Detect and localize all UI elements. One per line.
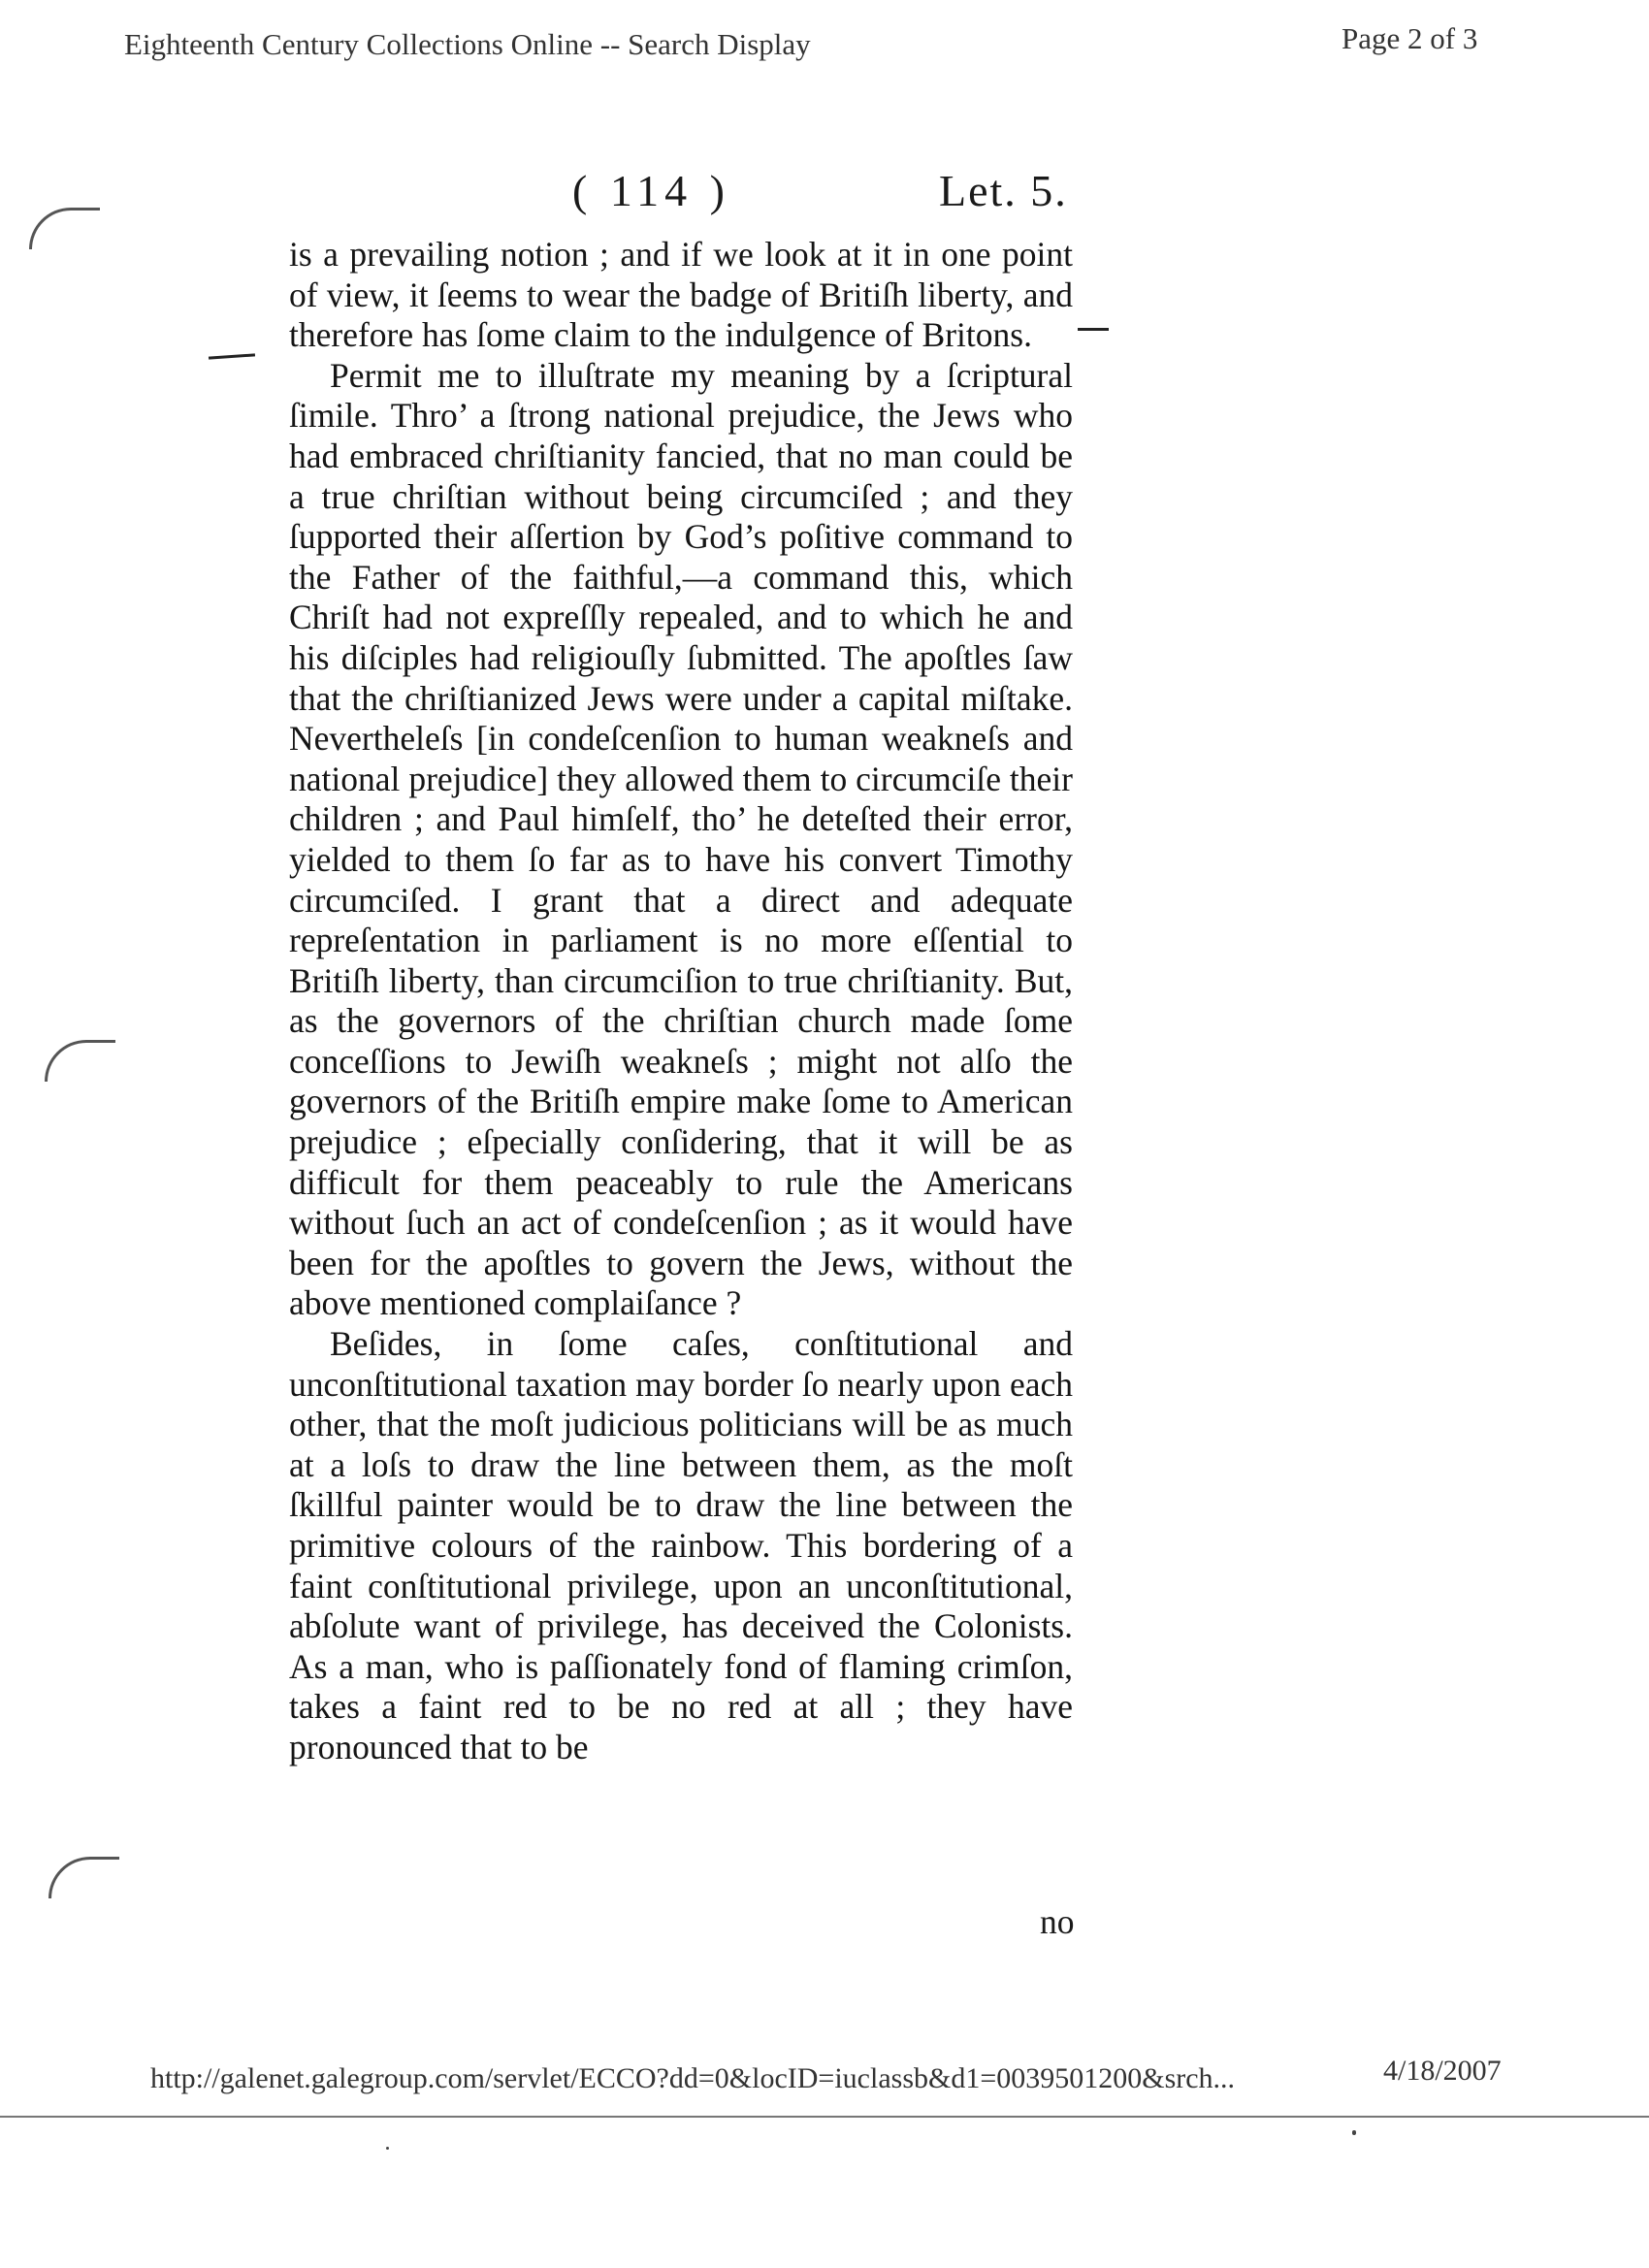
punch-hole-mark bbox=[48, 1857, 119, 1898]
paragraph-1: is a prevailing notion ; and if we look at it in one point of view, it ſeems to wear the badge of Britiſh liberty, and therefore has ſome claim to the indulgence of Britons. bbox=[289, 235, 1073, 355]
margin-pen-mark-left bbox=[209, 353, 255, 359]
paragraph-3: Beſides, in ſome caſes, conſtitutional and unconſtitutional taxation may border ſo nearly upon each other, that the moſt judicious politicians will be as much at a loſs to draw the line between them, as the moſt ſkillful painter would be to draw the line between the primitive colours of the rainbow. This bordering of a faint conſtitutional privilege, upon an unconſtitutional, abſolute want of privilege, has deceived the Colonists. As a man, who is paſſionately fond of flaming crimſon, takes a faint red to be no red at all ; they have pronounced that to be bbox=[289, 1324, 1073, 1766]
footer-divider bbox=[0, 2116, 1649, 2118]
paragraph-2: Permit me to illuſtrate my meaning by a ſcriptural ſimile. Thro’ a ſtrong national prejudice, the Jews who had embraced chriſtianity fancied, that no man could be a true chriſtian without being circumciſed ; and they ſupported their aſſertion by God’s poſitive command to the Father of the faithful,—a command this, which Chriſt had not expreſſly repealed, and to which he and his diſciples had religiouſly ſubmitted. The apoſtles ſaw that the chriſtianized Jews were under a capital miſtake. Nevertheleſs [in condeſcenſion to human weakneſs and national prejudice] they allowed them to circumciſe their children ; and Paul himſelf, tho’ he deteſted their error, yielded to them ſo far as to have his convert Timothy circumciſed. I grant that a direct and adequate repreſentation in parliament is no more eſſential to Britiſh liberty, than circumciſion to true chriſtianity. But, as the governors of the chriſtian church made ſome conceſſions to Jewiſh weakneſs ; might not alſo the governors of the Britiſh empire make ſome to American prejudice ; eſpecially conſidering, that it will be as difficult for them peaceably to rule the Americans without ſuch an act of condeſcenſion ; as it would have been for the apoſtles to govern the Jews, without the above mentioned complaiſance ? bbox=[289, 355, 1073, 1323]
margin-pen-mark-right bbox=[1078, 328, 1109, 331]
window-title: Eighteenth Century Collections Online -- Search Display bbox=[124, 27, 811, 61]
running-head-page-number: ( 114 ) bbox=[572, 166, 730, 215]
letter-number: Let. 5. bbox=[939, 166, 1068, 215]
footer-url: http://galenet.galegroup.com/servlet/ECCO?dd=0&locID=iuclassb&d1=0039501200&srch... bbox=[150, 2062, 1236, 2094]
scan-speck bbox=[386, 2147, 389, 2150]
punch-hole-mark bbox=[29, 208, 100, 249]
footer-date: 4/18/2007 bbox=[1383, 2055, 1502, 2087]
scan-speck bbox=[1352, 2130, 1356, 2135]
book-page-text bbox=[289, 235, 1073, 1768]
page-indicator: Page 2 of 3 bbox=[1342, 21, 1478, 55]
catchword: no bbox=[1040, 1902, 1075, 1941]
punch-hole-mark bbox=[45, 1040, 115, 1082]
